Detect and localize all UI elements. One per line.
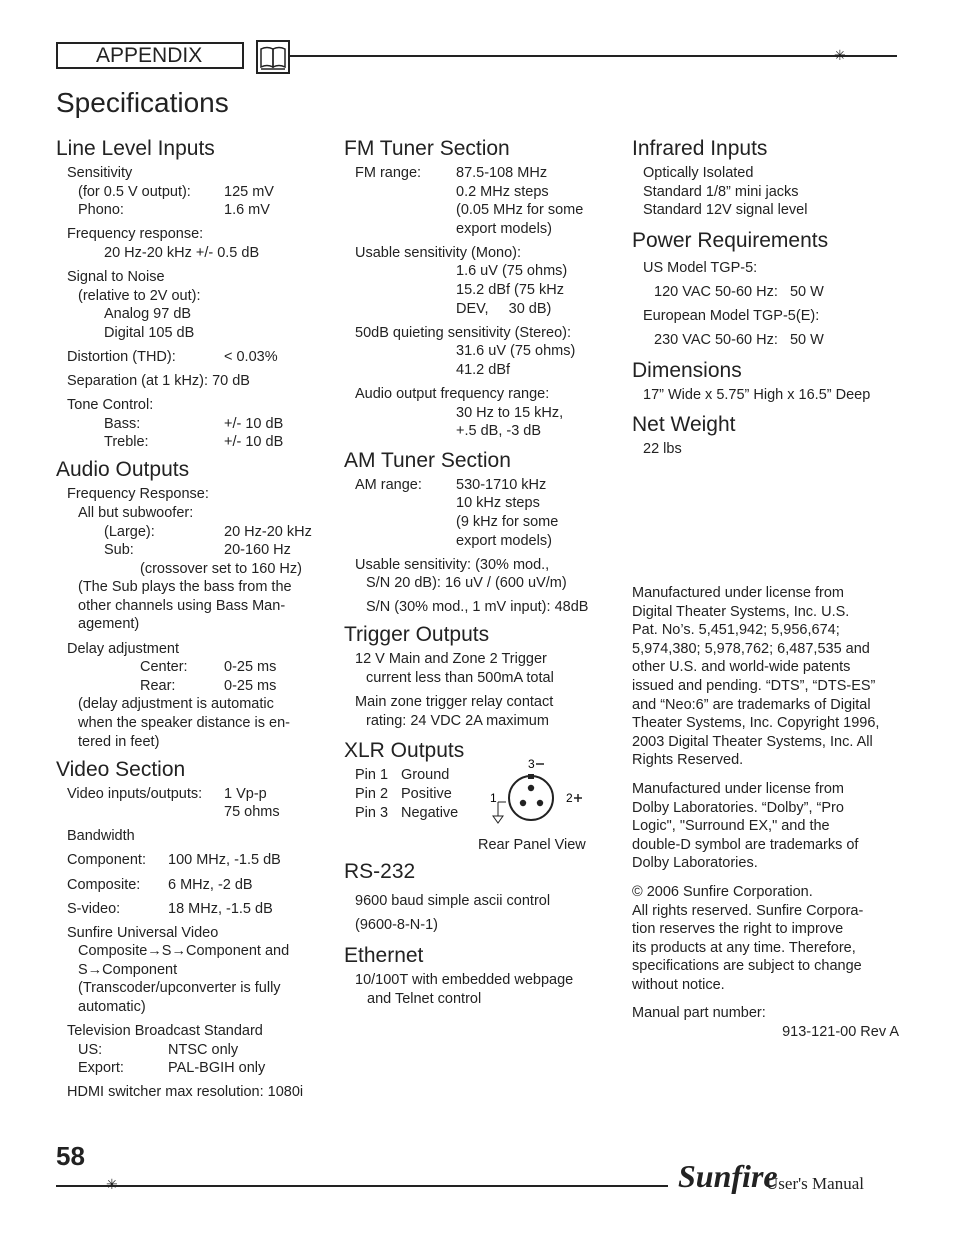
trigger-heading: Trigger Outputs [344,623,490,647]
page-title: Specifications [56,87,229,118]
sunfire-logo: Sunfire [678,1158,778,1194]
column-2: FM Tuner Section FM range: 87.5-108 MHz 0.2 MHz steps (0.05 MHz for some export models) Usable sensitivity (Mono): 1.6 uV (75 ohms) 15.2 dBf (75 kHz DEV, 30 dB) 50dB quieting sensitivity (Stereo): 31.6 uV (75 ohms) 41.2 dBf Audio output frequency range: 30 Hz to 15 kHz, +.5 dB, -3 dB AM Tuner Section AM range: 530-1710 kHz 10 kHz steps (9 kHz for some export models) Usable sensitivity: (30% mod., S/N 20 dB): 16 uV / (600 uV/m) S/N (30% mod., 1 mV input): 48dB Trigger Outputs 12 V Main and Zone 2 Trigger current less than 500mA total Main zone trigger relay contact rating: 24 VDC 2A maximum XLR Outputs Pin 1 Ground Pin 2 Positive Pin 3 Negative 3 1 2 Rear Panel View RS-232 9600 baud simple ascii control (9600-8-N-1) Ethernet 10/100T with embedded webpage and Telnet control [344,136,614,1008]
page-number: 58 [56,1141,85,1171]
freq-block: Frequency response: 20 Hz-20 kHz +/- 0.5 dB [67,226,260,261]
star-icon: ✳ [106,1176,118,1192]
column-1: Line Level Inputs Sensitivity (for 0.5 V output): 125 mV Phono: 1.6 mV Frequency response: 20 Hz-20 kHz +/- 0.5 dB Signal to Noise (relative to 2V out): Analog 97 dB Digital 105 dB Distortion (THD): < 0.03% Separation (at 1 kHz): 70 dB Tone Control: Bass: +/- 10 dB Treble: +/- 10 dB Audio Outputs Frequency Response: All but subwoofer: (Large): 20 Hz-20 kHz Sub: 20-160 Hz (crossover set to 160 Hz) (The Sub plays the bass from the other channels using Bass Man- agement) Delay adjustment Center: 0-25 ms Rear: 0-25 ms (delay adjustment is automatic when the speaker distance is en- tered in feet) Video Section Video inputs/outputs: 1 Vp-p 75 ohms Bandwidth Component: 100 MHz, -1.5 dB Composite: 6 MHz, -2 dB S-video: 18 MHz, -1.5 dB Sunfire Universal Video Composite→S→Component and S→Component (Transcoder/upconverter is fully automatic) Television Broadcast Standard US: NTSC only Export: PAL-BGIH only HDMI switcher max resolution: 1080i [56,136,331,1108]
bandwidth-label: Bandwidth [67,828,135,845]
dts-notice: Manufactured under license from Digital Theater Systems, Inc. U.S. Pat. No’s. 5,451,942; 5,956,674; 5,974,380; 5,978,762; 6,487,535 and other U.S. and world-wide patents issued and pending. “DTS”, “DTS-ES” and “Neo:6” are trademarks of Digital Theater Systems, Inc. Copyright 1996, 2003 Digital Theater Systems, Inc. All Rights Reserved. [632,585,880,769]
star-icon: ✳ [834,47,846,63]
copyright-notice: © 2006 Sunfire Corporation. All rights reserved. Sunfire Corpora- tion reserves the right to improve its products at any time. Therefore, specifications are subject to change without notice. [632,883,864,993]
spec-row: Phono: 1.6 mV [78,202,270,219]
fm-mono-block: Usable sensitivity (Mono): 1.6 uV (75 ohms) 15.2 dBf (75 kHz DEV, 30 dB) [355,244,568,317]
am-range-block: AM range: 530-1710 kHz 10 kHz steps (9 kHz for some export models) [355,476,559,549]
top-rule [290,55,897,57]
manual-part-label: Manual part number: [632,1005,766,1022]
sensitivity-label: Sensitivity [67,165,133,181]
manual-label: User's Manual [766,1174,864,1193]
column-3: Infrared Inputs Optically Isolated Standard 1/8” mini jacks Standard 12V signal level Power Requirements US Model TGP-5: 120 VAC 50-60 Hz: 50 W European Model TGP-5(E): 230 VAC 50-60 Hz: 50 W Dimensions 17” Wide x 5.75” High x 16.5” Deep Net Weight 22 lbs Manufactured under license from Digital Theater Systems, Inc. U.S. Pat. No’s. 5,451,942; 5,956,674; 5,974,380; 5,978,762; 6,487,535 and other U.S. and world-wide patents issued and pending. “DTS”, “DTS-ES” and “Neo:6” are trademarks of Digital Theater Systems, Inc. Copyright 1996, 2003 Digital Theater Systems, Inc. All Rights Reserved. Manufactured under license from Dolby Laboratories. “Dolby”, “Pro Logic", "Surround EX," and the double-D symbol are trademarks of Dolby Laboratories. © 2006 Sunfire Corporation. All rights reserved. Sunfire Corpora- tion reserves the right to improve its products at any time. Therefore, specifications are subject to change without notice. Manual part number: 913-121-00 Rev A [632,136,907,459]
fm-range-block: FM range: 87.5-108 MHz 0.2 MHz steps (0.05 MHz for some export models) [355,165,584,237]
book-icon [256,40,290,74]
xlr-label-1: 1 [490,791,497,806]
ethernet-heading: Ethernet [344,943,424,967]
appendix-label [56,42,244,69]
xlr-label-3: 3 [528,757,535,772]
fm-afr-block: Audio output frequency range: 30 Hz to 15 kHz, +.5 dB, -3 dB [355,386,564,440]
rs232-heading: RS-232 [344,859,416,883]
sensitivity-block [56,164,331,220]
am-usable-block: Usable sensitivity: (30% mod., S/N 20 dB): 16 uV / (600 uV/m) [355,556,567,592]
tv-std-block: Television Broadcast Standard US: NTSC only Export: PAL-BGIH only [67,1023,266,1077]
audio-outputs-heading: Audio Outputs [56,458,190,482]
rear-panel-caption: Rear Panel View [478,837,586,854]
infrared-heading: Infrared Inputs [632,137,768,160]
am-sn-row: S/N (30% mod., 1 mV input): 48dB [366,599,589,616]
fm-stereo-block: 50dB quieting sensitivity (Stereo): 31.6 uV (75 ohms) 41.2 dBf [355,324,576,378]
manual-part-number: 913-121-00 Rev A [782,1024,899,1041]
xlr-block: Pin 1 Ground Pin 2 Positive Pin 3 Negative 3 1 2 [344,766,614,838]
appendix-text: APPENDIX [96,44,203,67]
delay-block: Delay adjustment Center: 0-25 ms Rear: 0-25 ms (delay adjustment is automatic when the speaker distance is en- tered in feet) [67,640,290,750]
video-section-heading: Video Section [56,757,186,781]
bottom-rule [56,1185,668,1187]
fm-tuner-heading: FM Tuner Section [344,137,510,160]
audio-freq-block: Frequency Response: All but subwoofer: (Large): 20 Hz-20 kHz Sub: 20-160 Hz (crossover set to 160 Hz) (The Sub plays the bass from the other channels using Bass Man- agement) [67,486,312,633]
line-level-heading: Line Level Inputs [56,137,215,160]
am-tuner-heading: AM Tuner Section [344,448,511,472]
legal-notices [632,584,907,1042]
suv-block: Sunfire Universal Video Composite→S→Component and S→Component (Transcoder/upconverter is fully automatic) [67,924,290,1016]
xlr-connector-diagram [484,756,589,840]
dolby-notice: Manufactured under license from Dolby Laboratories. “Dolby”, “Pro Logic", "Surround EX," and the double-D symbol are trademarks of Dolby Laboratories. [632,780,859,872]
snr-block: Signal to Noise (relative to 2V out): Analog 97 dB Digital 105 dB [67,268,201,341]
thd-row: Distortion (THD): < 0.03% [67,348,278,365]
video-io-block: Video inputs/outputs: 1 Vp-p 75 ohms [67,785,280,821]
weight-heading: Net Weight [632,413,736,437]
tone-block: Tone Control: Bass: +/- 10 dB Treble: +/- 10 dB [67,397,284,451]
dimensions-heading: Dimensions [632,358,742,382]
xlr-label-2: 2 [566,791,573,806]
xlr-heading: XLR Outputs [344,739,465,763]
hdmi-row: HDMI switcher max resolution: 1080i [67,1084,304,1101]
separation-row: Separation (at 1 kHz): 70 dB [67,372,250,389]
power-heading: Power Requirements [632,228,829,252]
spec-row: (for 0.5 V output): 125 mV [78,183,274,200]
